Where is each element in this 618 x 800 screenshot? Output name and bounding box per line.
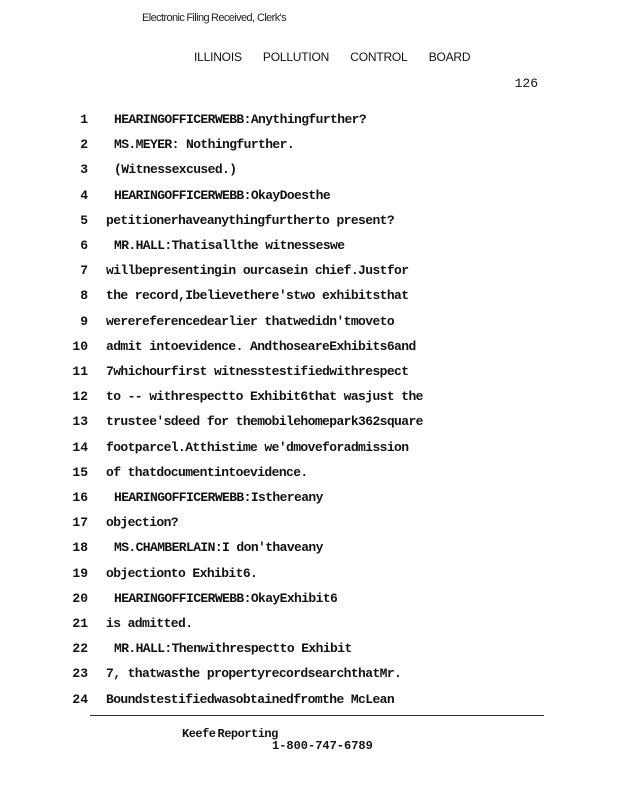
- line-text: MR.HALL:Thatisallthe witnesseswe: [114, 238, 345, 253]
- line-text: HEARINGOFFICERWEBB:OkayExhibit6: [114, 590, 338, 606]
- header-word-illinois: ILLINOIS: [194, 50, 242, 64]
- line-text: objectionto Exhibit6.: [106, 565, 258, 581]
- line-text: (Witnessexcused.): [114, 162, 237, 178]
- line-number: 7: [80, 263, 88, 279]
- line-number: 14: [72, 439, 88, 455]
- transcript-line: [0, 490, 618, 510]
- transcript-line: [0, 666, 618, 686]
- line-text: willbepresentingin ourcasein chief.Justfor: [106, 263, 409, 279]
- transcript-line: [0, 314, 618, 334]
- line-number: 11: [72, 364, 88, 379]
- line-text: of thatdocumentintoevidence.: [106, 464, 308, 480]
- line-text: footparcel.Atthistime we'dmoveforadmission: [106, 439, 409, 455]
- transcript-line: [0, 137, 618, 157]
- transcript-line: [0, 641, 618, 661]
- footer-company: [182, 727, 280, 741]
- transcript-line: [0, 238, 618, 258]
- line-text: 7, thatwasthe propertyrecordsearchthatMr.: [106, 666, 402, 682]
- line-text: to -- withrespectto Exhibit6that wasjust the: [106, 389, 423, 405]
- line-number: 15: [72, 464, 88, 480]
- transcript-line: [0, 566, 618, 586]
- header-word-board: BOARD: [428, 50, 471, 64]
- line-text: objection?: [106, 515, 179, 531]
- board-header: [194, 50, 488, 64]
- line-number: 12: [72, 389, 88, 405]
- line-number: 8: [80, 288, 88, 304]
- stamp-word-3: Received, Clerk's: [211, 12, 287, 24]
- line-number: 9: [80, 313, 88, 329]
- line-text: admit intoevidence. AndthoseareExhibits6and: [106, 338, 416, 354]
- line-text: HEARINGOFFICERWEBB:Isthereany: [114, 490, 323, 505]
- line-text: MS.MEYER: Nothingfurther.: [114, 137, 295, 153]
- line-number: 6: [80, 238, 88, 253]
- line-text: the record,Ibelievethere'stwo exhibitsthat: [106, 288, 409, 304]
- transcript-line: [0, 263, 618, 283]
- line-number: 23: [72, 666, 88, 682]
- transcript-line: [0, 591, 618, 611]
- line-number: 20: [72, 590, 88, 606]
- transcript-line: [0, 692, 618, 712]
- transcript-line: [0, 288, 618, 308]
- line-text: MR.HALL:Thenwithrespectto Exhibit: [114, 641, 352, 657]
- transcript-line: [0, 465, 618, 485]
- line-number: 19: [72, 565, 88, 581]
- line-text: MS.CHAMBERLAIN:I don'thaveany: [114, 540, 323, 556]
- header-word-control: CONTROL: [350, 50, 408, 64]
- line-number: 22: [72, 641, 88, 657]
- transcript-line: [0, 440, 618, 460]
- transcript-line: [0, 414, 618, 434]
- line-number: 13: [72, 414, 88, 430]
- footer-phone: 1-800-747-6789: [272, 739, 373, 753]
- line-text: trustee'sdeed for themobilehomepark362square: [106, 414, 423, 430]
- page-number: 126: [514, 76, 538, 91]
- transcript-line: [0, 364, 618, 384]
- line-text: Boundstestifiedwasobtainedfromthe McLean: [106, 691, 395, 707]
- line-number: 24: [72, 691, 88, 707]
- footer-company-a: Keefe: [182, 727, 216, 741]
- header-word-pollution: POLLUTION: [262, 50, 330, 64]
- line-number: 1: [80, 112, 88, 127]
- line-number: 21: [72, 616, 88, 631]
- line-number: 16: [72, 490, 88, 505]
- line-number: 5: [80, 212, 88, 228]
- transcript-line: [0, 112, 618, 132]
- line-number: 18: [72, 540, 88, 556]
- stamp-word-2: Filing: [186, 12, 209, 24]
- filing-stamp: [142, 12, 288, 24]
- line-text: HEARINGOFFICERWEBB:Anythingfurther?: [114, 112, 367, 127]
- line-text: is admitted.: [106, 616, 193, 631]
- footer-divider: [90, 715, 544, 716]
- line-number: 10: [72, 338, 88, 354]
- transcript-line: [0, 515, 618, 535]
- footer-company-b: Reporting: [217, 727, 278, 741]
- line-text: werereferencedearlier thatwedidn'tmoveto: [106, 313, 395, 329]
- transcript-line: [0, 213, 618, 233]
- transcript-line: [0, 540, 618, 560]
- line-text: petitionerhaveanythingfurtherto present?: [106, 212, 395, 228]
- line-number: 4: [80, 187, 88, 203]
- stamp-word-1: Electronic: [142, 12, 185, 24]
- line-text: 7whichourfirst witnesstestifiedwithrespect: [106, 364, 409, 379]
- transcript-line: [0, 162, 618, 182]
- line-number: 17: [72, 515, 88, 531]
- line-number: 2: [80, 137, 88, 153]
- line-text: HEARINGOFFICERWEBB:OkayDoesthe: [114, 187, 331, 203]
- transcript-line: [0, 188, 618, 208]
- transcript-line: [0, 339, 618, 359]
- transcript-line: [0, 389, 618, 409]
- line-number: 3: [80, 162, 88, 178]
- transcript-line: [0, 616, 618, 636]
